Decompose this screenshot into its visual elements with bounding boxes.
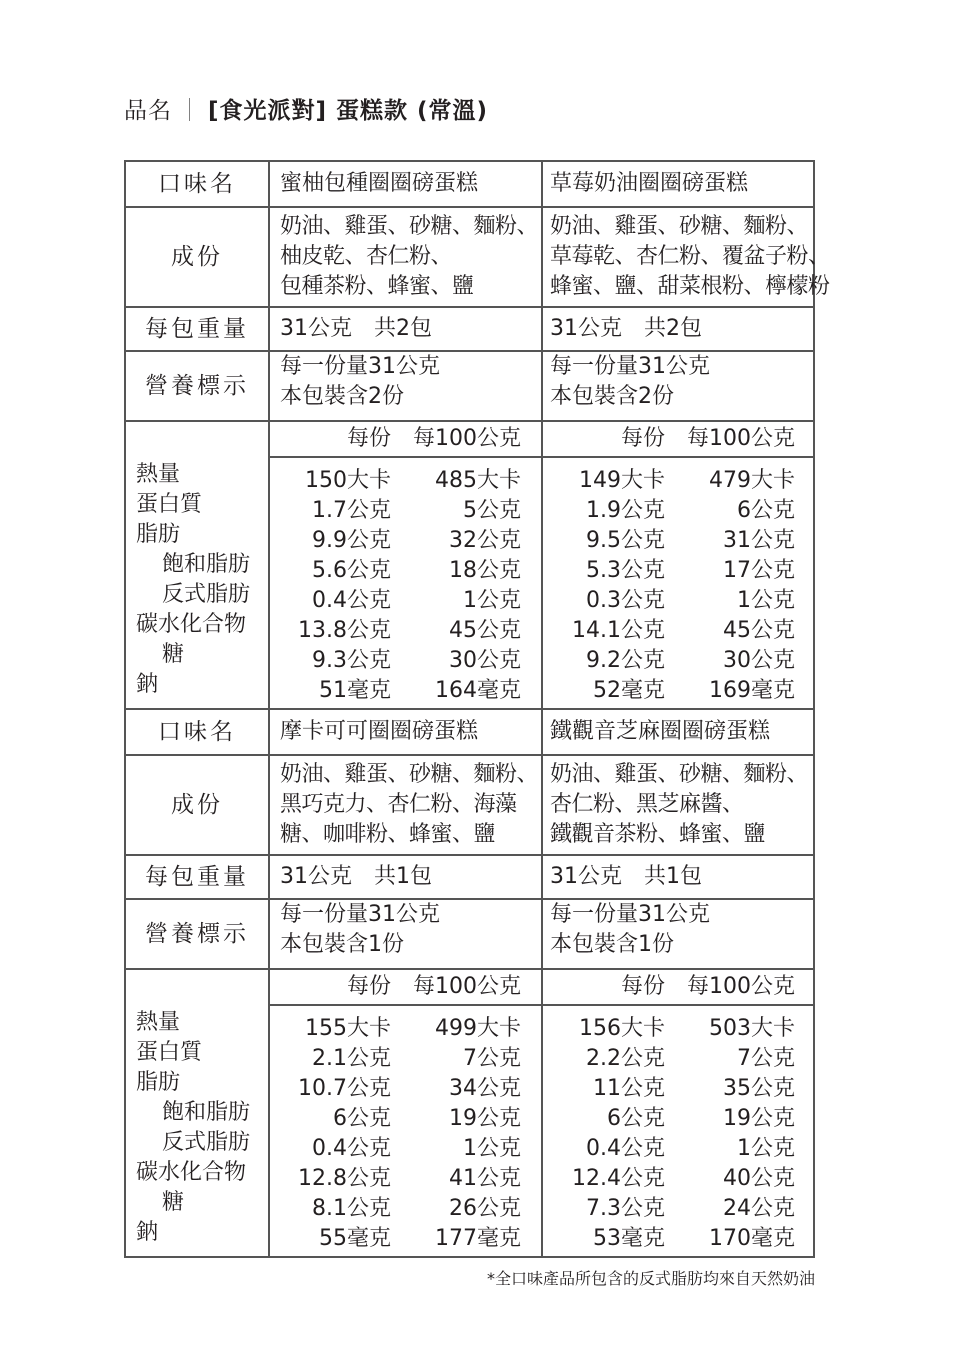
- per-100g-header: 每100公克: [687, 974, 795, 999]
- nutrient-label: 蛋白質: [136, 492, 203, 517]
- per-100g-header: 每100公克: [413, 974, 521, 999]
- per-100g-value: 7公克: [463, 1046, 521, 1071]
- cell-flavor-2: [543, 162, 816, 206]
- product-title: [124, 92, 488, 125]
- per-serving-value: 11公克: [593, 1076, 665, 1101]
- per-serving-header: 每份: [346, 974, 391, 999]
- ingredient-line: 黑巧克力、杏仁粉、海藻: [280, 792, 517, 817]
- per-100g-value: 19公克: [723, 1106, 795, 1131]
- per-100g-value: 19公克: [449, 1106, 521, 1131]
- row-facts: [126, 970, 813, 1256]
- per-serving-value: 12.8公克: [298, 1166, 391, 1191]
- label-ingredients: 成份: [126, 208, 270, 306]
- facts-labels: [136, 460, 270, 700]
- per-serving-header: 每份: [346, 426, 391, 451]
- nutrient-row: [543, 1104, 815, 1134]
- nutrient-label: 糖: [162, 1190, 185, 1215]
- per-100g-value: 34公克: [449, 1076, 521, 1101]
- per-100g-value: 30公克: [449, 648, 521, 673]
- nutrient-label: 反式脂肪: [162, 582, 251, 607]
- nutrient-row: [270, 616, 541, 646]
- ingredient-line: 柚皮乾、杏仁粉、: [280, 244, 453, 269]
- per-serving-value: 5.3公克: [586, 558, 665, 583]
- per-serving-value: 6公克: [607, 1106, 665, 1131]
- nutrient-row: [270, 1014, 541, 1044]
- per-serving-header: 每份: [620, 974, 665, 999]
- package-weight: 31公克 共1包: [280, 864, 432, 889]
- per-serving-value: 2.1公克: [312, 1046, 391, 1071]
- nutrient-label: 脂肪: [136, 522, 181, 547]
- per-100g-value: 17公克: [723, 558, 795, 583]
- ingredient-line: 奶油、雞蛋、砂糖、麵粉、: [280, 762, 539, 787]
- product-name: [食光派對] 蛋糕款 (常溫): [208, 98, 489, 124]
- per-100g-value: 32公克: [449, 528, 521, 553]
- title-separator: ｜: [178, 98, 202, 124]
- nutrient-row: [543, 556, 815, 586]
- per-serving-value: 0.4公克: [312, 588, 391, 613]
- nutrient-row: [270, 1104, 541, 1134]
- nutrient-row: [270, 496, 541, 526]
- nutrient-row: [543, 646, 815, 676]
- nutrient-label: 飽和脂肪: [162, 552, 251, 577]
- serving-info: 每一份量31公克: [550, 354, 710, 379]
- ingredient-line: 杏仁粉、黑芝麻醬、: [550, 792, 744, 817]
- nutrient-row: [543, 1224, 815, 1254]
- facts-values: [543, 1014, 815, 1254]
- label-nutrition: 營養標示: [126, 900, 270, 968]
- per-serving-value: 149大卡: [579, 468, 665, 493]
- flavor-name: 草莓奶油圈圈磅蛋糕: [550, 171, 749, 196]
- nutrient-label: 熱量: [136, 462, 181, 487]
- per-100g-value: 18公克: [449, 558, 521, 583]
- per-100g-value: 6公克: [737, 498, 795, 523]
- per-serving-value: 0.4公克: [312, 1136, 391, 1161]
- per-100g-value: 31公克: [723, 528, 795, 553]
- nutrient-row: [270, 1194, 541, 1224]
- per-serving-value: 9.9公克: [312, 528, 391, 553]
- per-serving-value: 1.9公克: [586, 498, 665, 523]
- nutrient-label: 脂肪: [136, 1070, 181, 1095]
- per-100g-value: 41公克: [449, 1166, 521, 1191]
- per-serving-value: 12.4公克: [572, 1166, 665, 1191]
- per-100g-value: 479大卡: [709, 468, 795, 493]
- nutrient-row: [543, 496, 815, 526]
- per-100g-value: 26公克: [449, 1196, 521, 1221]
- per-100g-value: 35公克: [723, 1076, 795, 1101]
- row-ingredients: [126, 756, 813, 856]
- per-serving-value: 155大卡: [305, 1016, 391, 1041]
- row-flavor: [126, 710, 813, 756]
- nutrient-row: [543, 526, 815, 556]
- per-100g-value: 503大卡: [709, 1016, 795, 1041]
- per-serving-value: 0.4公克: [586, 1136, 665, 1161]
- facts-column-2: [543, 970, 815, 1256]
- cell-nutrition-2: [543, 352, 816, 420]
- nutrient-row: [270, 526, 541, 556]
- nutrient-row: [543, 1044, 815, 1074]
- serving-info: 本包裝含1份: [550, 932, 674, 957]
- nutrient-row: [270, 1224, 541, 1254]
- nutrition-table-2: [124, 708, 815, 1258]
- facts-header: [270, 422, 541, 458]
- cell-nutrition-2: [543, 900, 816, 968]
- per-100g-header: 每100公克: [687, 426, 795, 451]
- ingredient-line: 糖、咖啡粉、蜂蜜、鹽: [280, 822, 496, 847]
- facts-values: [543, 466, 815, 706]
- nutrient-row: [543, 616, 815, 646]
- per-serving-header: 每份: [620, 426, 665, 451]
- per-100g-value: 1公克: [463, 588, 521, 613]
- row-flavor: [126, 162, 813, 208]
- nutrient-row: [270, 466, 541, 496]
- cell-weight-1: [270, 856, 543, 898]
- per-serving-value: 9.2公克: [586, 648, 665, 673]
- serving-info: 每一份量31公克: [280, 354, 440, 379]
- cell-weight-2: [543, 856, 816, 898]
- cell-ingredients-2: [543, 756, 816, 854]
- nutrient-label: 飽和脂肪: [162, 1100, 251, 1125]
- cell-weight-1: [270, 308, 543, 350]
- nutrient-row: [543, 466, 815, 496]
- per-serving-value: 1.7公克: [312, 498, 391, 523]
- nutrient-row: [270, 1044, 541, 1074]
- per-serving-value: 150大卡: [305, 468, 391, 493]
- row-ingredients: [126, 208, 830, 308]
- nutrient-row: [270, 1134, 541, 1164]
- footnote: *全口味產品所包含的反式脂肪均來自天然奶油: [486, 1269, 815, 1288]
- nutrient-row: [543, 1074, 815, 1104]
- serving-info: 每一份量31公克: [550, 902, 710, 927]
- row-facts: [126, 422, 813, 708]
- label-weight: 每包重量: [126, 856, 270, 898]
- nutrient-label: 碳水化合物: [136, 1160, 247, 1185]
- row-weight: [126, 308, 813, 352]
- ingredient-line: 奶油、雞蛋、砂糖、麵粉、: [550, 762, 809, 787]
- nutrient-label: 碳水化合物: [136, 612, 247, 637]
- per-100g-value: 45公克: [723, 618, 795, 643]
- per-100g-value: 177毫克: [435, 1226, 521, 1251]
- ingredient-line: 鐵觀音茶粉、蜂蜜、鹽: [550, 822, 766, 847]
- row-nutrition: [126, 352, 813, 422]
- per-serving-value: 14.1公克: [572, 618, 665, 643]
- package-weight: 31公克 共2包: [280, 316, 432, 341]
- facts-column-1: [270, 422, 543, 708]
- ingredient-line: 蜂蜜、鹽、甜菜根粉、檸檬粉: [550, 274, 830, 299]
- facts-labels: [136, 1008, 270, 1248]
- facts-values: [270, 466, 541, 706]
- per-100g-value: 169毫克: [709, 678, 795, 703]
- facts-header: [270, 970, 541, 1006]
- row-weight: [126, 856, 813, 900]
- per-serving-value: 5.6公克: [312, 558, 391, 583]
- nutrient-label: 反式脂肪: [162, 1130, 251, 1155]
- per-100g-value: 485大卡: [435, 468, 521, 493]
- nutrient-row: [543, 1164, 815, 1194]
- per-serving-value: 9.5公克: [586, 528, 665, 553]
- flavor-name: 摩卡可可圈圈磅蛋糕: [280, 719, 479, 744]
- nutrient-label: 蛋白質: [136, 1040, 203, 1065]
- per-100g-value: 170毫克: [709, 1226, 795, 1251]
- per-serving-value: 52毫克: [593, 678, 665, 703]
- label-flavor: 口味名: [126, 162, 270, 206]
- cell-ingredients-1: [270, 756, 543, 854]
- nutrient-row: [270, 1164, 541, 1194]
- label-weight: 每包重量: [126, 308, 270, 350]
- cell-flavor-1: [270, 710, 543, 754]
- per-serving-value: 9.3公克: [312, 648, 391, 673]
- nutrient-row: [543, 1014, 815, 1044]
- per-serving-value: 2.2公克: [586, 1046, 665, 1071]
- per-100g-value: 1公克: [463, 1136, 521, 1161]
- facts-values: [270, 1014, 541, 1254]
- cell-flavor-1: [270, 162, 543, 206]
- nutrient-row: [270, 586, 541, 616]
- product-label: 品名: [124, 98, 172, 124]
- cell-nutrition-1: [270, 900, 543, 968]
- nutrient-label: 熱量: [136, 1010, 181, 1035]
- facts-column-2: [543, 422, 815, 708]
- label-nutrition: 營養標示: [126, 352, 270, 420]
- per-100g-value: 1公克: [737, 1136, 795, 1161]
- nutrient-row: [543, 1194, 815, 1224]
- per-100g-value: 164毫克: [435, 678, 521, 703]
- per-100g-value: 45公克: [449, 618, 521, 643]
- nutrient-row: [270, 646, 541, 676]
- per-100g-header: 每100公克: [413, 426, 521, 451]
- per-100g-value: 499大卡: [435, 1016, 521, 1041]
- nutrient-row: [543, 586, 815, 616]
- package-weight: 31公克 共2包: [550, 316, 702, 341]
- cell-ingredients-1: [270, 208, 543, 306]
- per-serving-value: 156大卡: [579, 1016, 665, 1041]
- serving-info: 每一份量31公克: [280, 902, 440, 927]
- per-100g-value: 1公克: [737, 588, 795, 613]
- package-weight: 31公克 共1包: [550, 864, 702, 889]
- per-100g-value: 40公克: [723, 1166, 795, 1191]
- per-serving-value: 10.7公克: [298, 1076, 391, 1101]
- per-serving-value: 13.8公克: [298, 618, 391, 643]
- nutrient-row: [270, 676, 541, 706]
- per-100g-value: 7公克: [737, 1046, 795, 1071]
- nutrition-table-1: [124, 160, 830, 710]
- nutrient-label: 鈉: [136, 1220, 159, 1245]
- ingredient-line: 包種茶粉、蜂蜜、鹽: [280, 274, 474, 299]
- label-flavor: 口味名: [126, 710, 270, 754]
- per-serving-value: 53毫克: [593, 1226, 665, 1251]
- serving-info: 本包裝含2份: [280, 384, 404, 409]
- per-serving-value: 7.3公克: [586, 1196, 665, 1221]
- flavor-name: 蜜柚包種圈圈磅蛋糕: [280, 171, 479, 196]
- cell-weight-2: [543, 308, 816, 350]
- cell-flavor-2: [543, 710, 816, 754]
- per-serving-value: 51毫克: [319, 678, 391, 703]
- ingredient-line: 奶油、雞蛋、砂糖、麵粉、: [280, 214, 539, 239]
- per-serving-value: 55毫克: [319, 1226, 391, 1251]
- row-nutrition: [126, 900, 813, 970]
- nutrient-row: [270, 1074, 541, 1104]
- facts-label-column: [126, 422, 270, 708]
- facts-label-column: [126, 970, 270, 1256]
- nutrient-row: [543, 1134, 815, 1164]
- facts-header: [543, 422, 815, 458]
- serving-info: 本包裝含2份: [550, 384, 674, 409]
- per-serving-value: 0.3公克: [586, 588, 665, 613]
- serving-info: 本包裝含1份: [280, 932, 404, 957]
- nutrient-label: 鈉: [136, 672, 159, 697]
- per-100g-value: 30公克: [723, 648, 795, 673]
- nutrient-label: 糖: [162, 642, 185, 667]
- nutrient-row: [270, 556, 541, 586]
- cell-nutrition-1: [270, 352, 543, 420]
- per-100g-value: 5公克: [463, 498, 521, 523]
- nutrient-row: [543, 676, 815, 706]
- label-ingredients: 成份: [126, 756, 270, 854]
- flavor-name: 鐵觀音芝麻圈圈磅蛋糕: [550, 719, 771, 744]
- per-100g-value: 24公克: [723, 1196, 795, 1221]
- facts-header: [543, 970, 815, 1006]
- per-serving-value: 6公克: [333, 1106, 391, 1131]
- facts-column-1: [270, 970, 543, 1256]
- per-serving-value: 8.1公克: [312, 1196, 391, 1221]
- ingredient-line: 草莓乾、杏仁粉、覆盆子粉、: [550, 244, 830, 269]
- ingredient-line: 奶油、雞蛋、砂糖、麵粉、: [550, 214, 809, 239]
- cell-ingredients-2: [543, 208, 830, 306]
